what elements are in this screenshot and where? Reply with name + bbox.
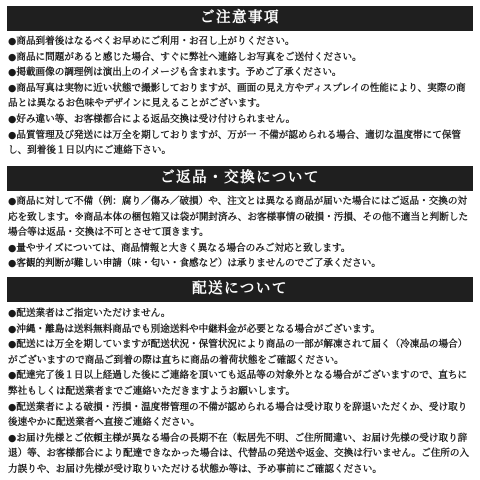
list-item: ●商品写真は実物に近い状態で撮影しておりますが、画面の見え方やディスプレイの性能により、実際の商品とは異なるお色味やデザインに見えることがございます。 [8,82,466,110]
section-title: 配送について [7,277,473,302]
section-body [7,302,473,478]
list-item: ●商品に対して不備（例：腐り／傷み／破損）や、注文とは異なる商品が届いた場合にはご返品・交換の対応を致します。※商品本体の梱包箱又は袋が開封済み、お客様事情の破損・汚損、その他不適当と判断した場合等は返品・交換は不可とさせて頂きます。 [8,196,469,239]
list-item: ●配達完了後１日以上経過した後にご連絡を頂いても返品等の対象外となる場合がございますので、直ちに弊社もしくは配送業者までご連絡いただきますようお願いします。 [8,370,468,397]
list-item: ●配送業者による破損・汚損・温度帯管理の不備が認められる場合は受け取りを辞退いただくか、受け取り後速やかに配送業者へ直接ご連絡ください。 [8,401,468,429]
section-body [7,191,473,273]
list-item: ●商品到着後はなるべくお早めにご利用・お召し上がりください。 [8,36,295,47]
list-item: ●配送業者はご指定いただけません。 [8,308,171,319]
section-title: ご注意事項 [7,6,473,31]
list-item: ●好み違い等、お客様都合による返品交換は受け付けられません。 [8,113,296,125]
shipping-section [7,277,473,478]
returns-section [7,166,473,273]
list-item: ●品質管理及び発送には万全を期しておりますが、万が一 不備が認められる場合、適切な温度帯にて保管し、到着後１日以内にご連絡下さい。 [8,129,462,157]
list-item: ●商品に問題があると感じた場合、すぐに弊社へ連絡しお写真をご送付ください。 [8,51,362,63]
list-item: ●客観的判断が難しい申請（味・匂い・食感など）は承りませんのでご了承ください。 [8,258,381,270]
section-title: ご返品・交換について [7,166,473,191]
section-body [7,31,473,162]
list-item: ●掲載画像の調理例は演出上のイメージも含まれます。予めご了承ください。 [8,67,342,79]
list-item: ●お届け先様とご依頼主様が異なる場合の長期不在（転居先不明、ご住所間違い、お届け先様の受け取り辞退）等、お客様都合により配達できなかった場合は、代替品の発送や返金、交換は行いません。ご住所の入力誤りや、お届け先様が受け取りいただける状態か等は、予め事前にご確認ください。 [8,432,470,475]
list-item: ●沖縄・離島は送料無料商品でも別途送料や中継料金が必要となる場合がございます。 [8,323,381,335]
list-item: ●量やサイズについては、商品情報と大きく異なる場合のみご対応と致します。 [8,242,351,254]
precautions-section [7,6,473,162]
list-item: ●配送には万全を期していますが配送状況・保管状況により商品の一部が解凍されて届く（冷凍品の場合）がございますので商品ご到着の際は直ちに商品の着荷状態をご確認ください。 [8,339,468,366]
